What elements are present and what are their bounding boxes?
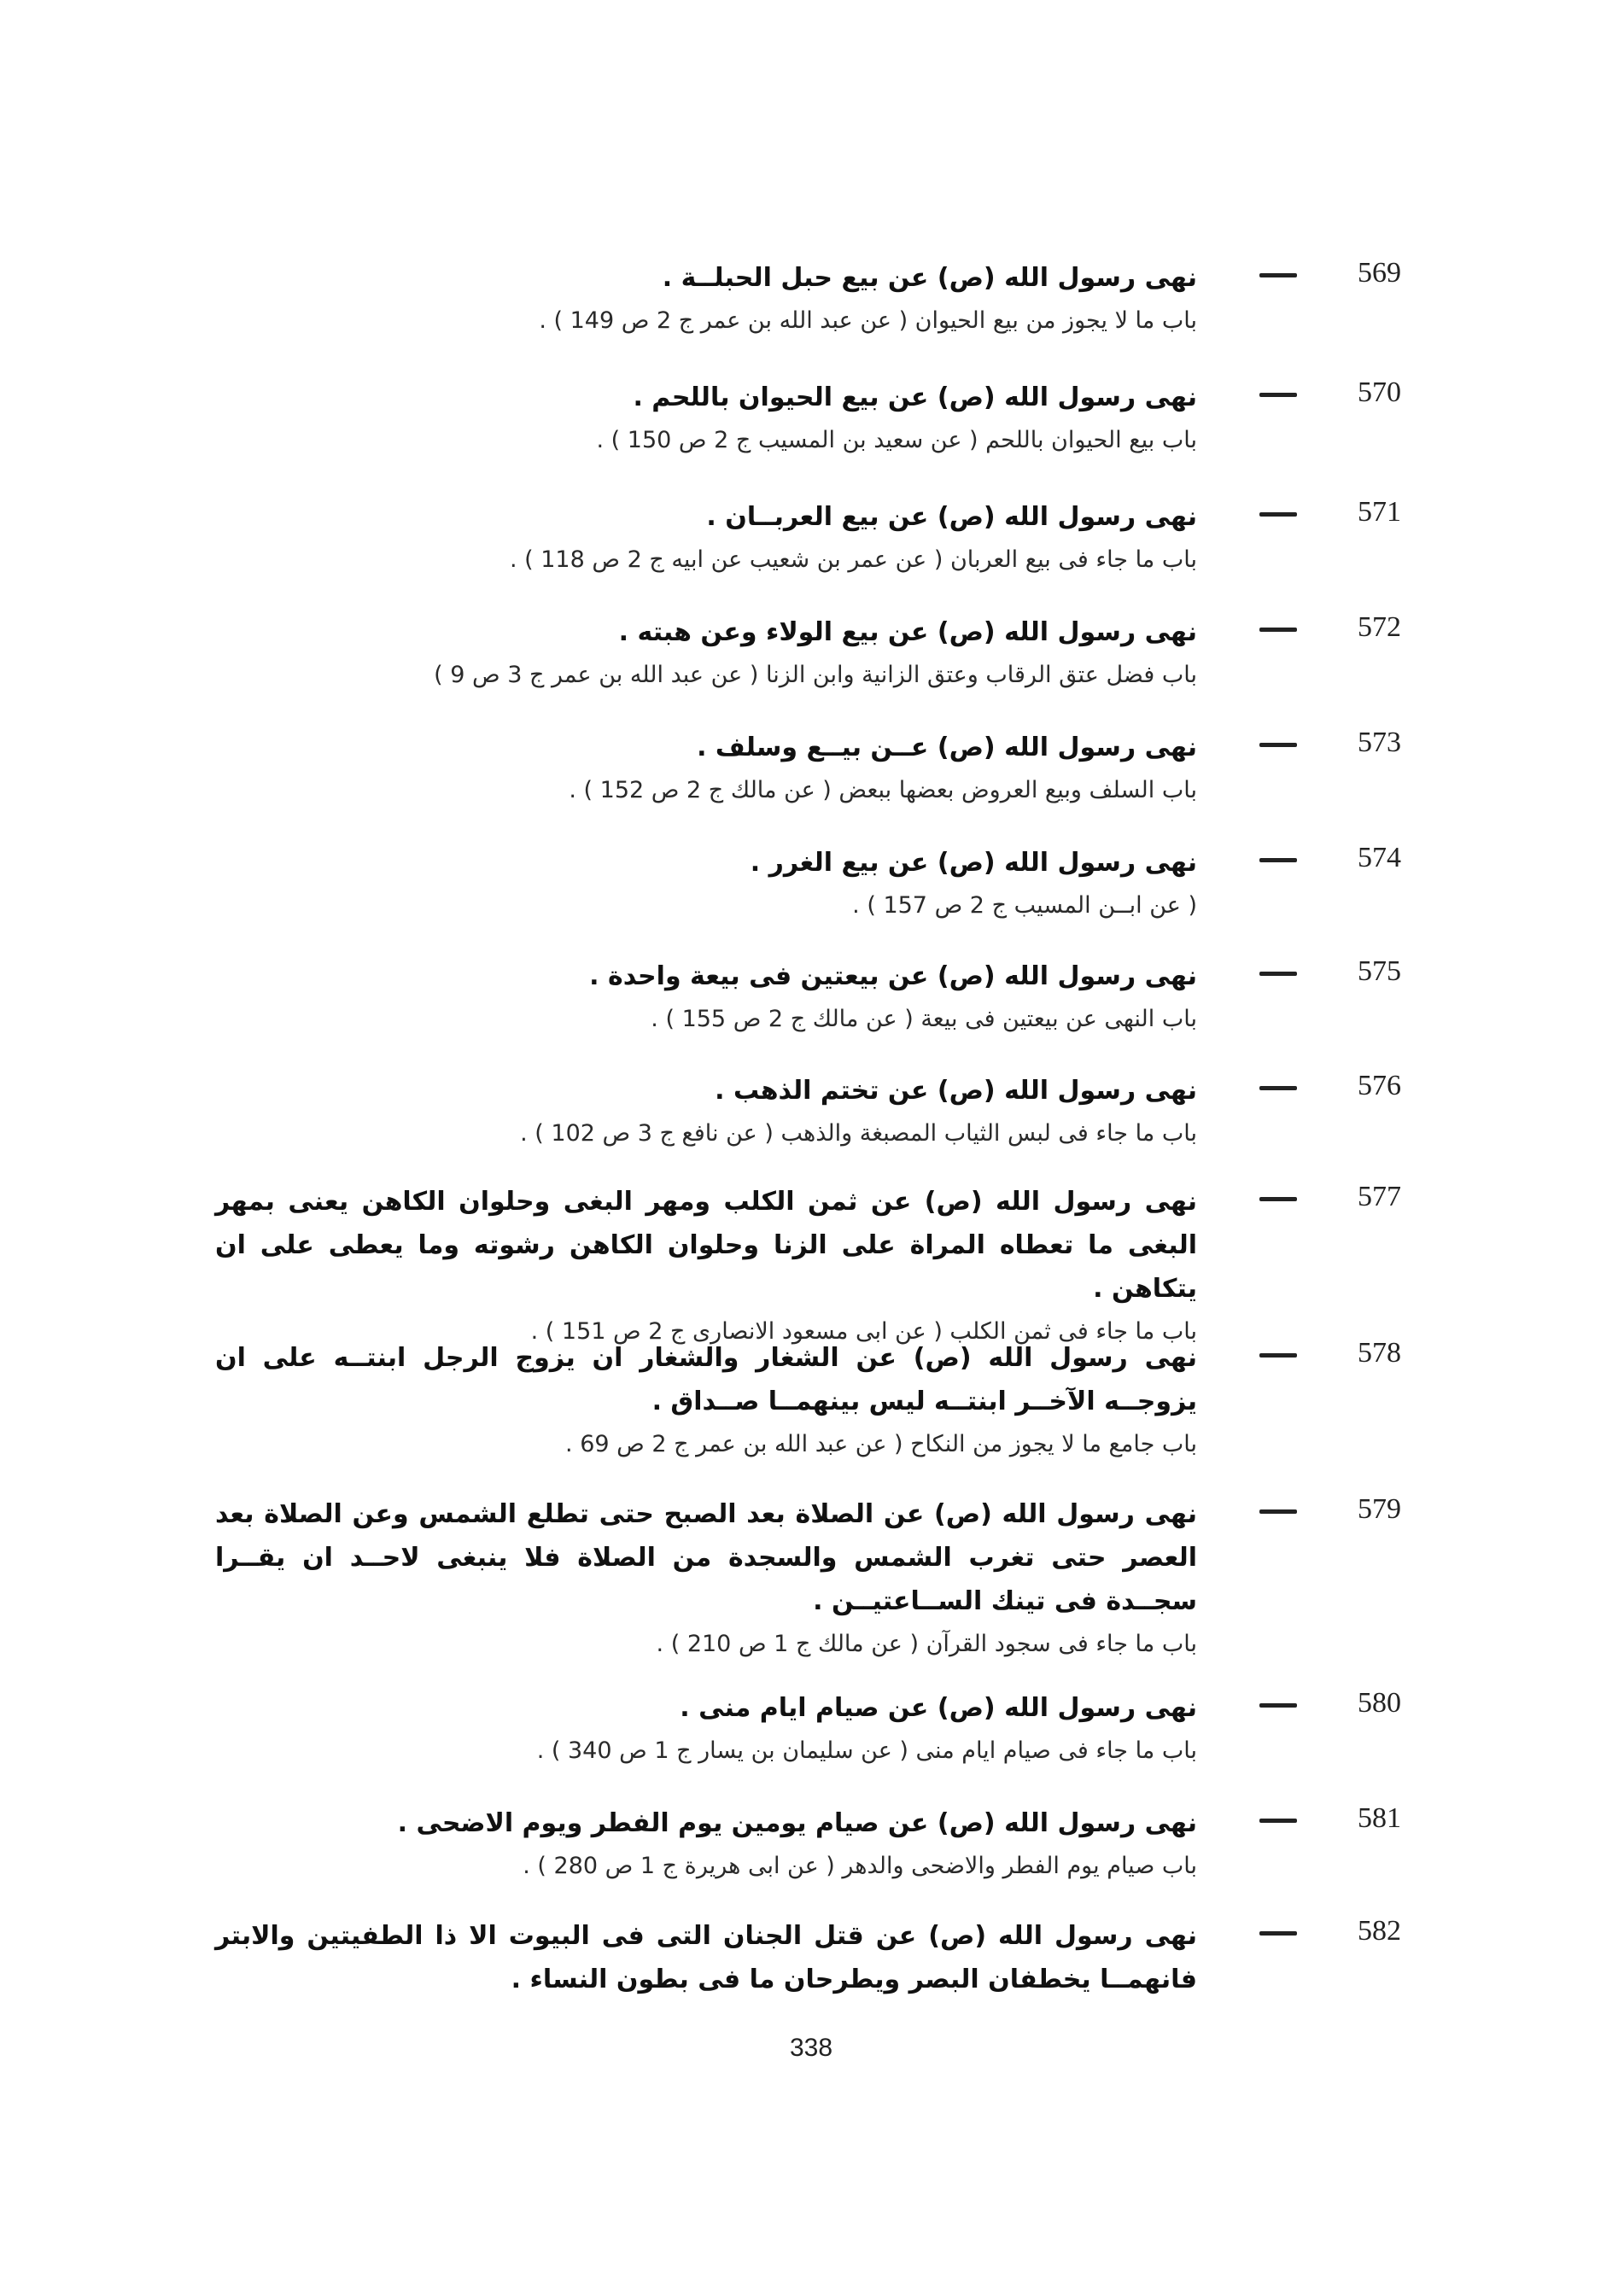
hadith-text: نهى رسول الله (ص) عن بيع الغرر . <box>750 848 1197 878</box>
dash-separator <box>1259 628 1297 632</box>
hadith-text: نهى رسول الله (ص) عن صيام يومين يوم الفطر ويوم الاضحى . <box>397 1808 1197 1838</box>
entry-number: 576 <box>1358 1070 1401 1101</box>
entry-body <box>215 1914 1197 2001</box>
page-number: 338 <box>789 2034 833 2062</box>
entry-body <box>215 955 1197 1041</box>
entry-body <box>215 256 1197 342</box>
dash-separator <box>1259 1819 1297 1823</box>
dash-separator <box>1259 1086 1297 1090</box>
hadith-text: نهى رسول الله (ص) عن ثمن الكلب ومهر البغى وحلوان الكاهن يعنى بمهر البغى ما تعطاه المراة على الزنا وحلوان الكاهن رشوته وما يعطى على ان يتكاهن . <box>215 1187 1197 1304</box>
entry-body <box>215 610 1197 697</box>
source-reference: باب ما جاء فى سجود القرآن ( عن مالك ج 1 ص 210 ) . <box>656 1631 1197 1657</box>
hadith-text: نهى رسول الله (ص) عن بيع الولاء وعن هبته . <box>618 617 1197 647</box>
entry-number: 571 <box>1358 496 1401 528</box>
entry-body <box>215 376 1197 462</box>
dash-separator <box>1259 273 1297 277</box>
entry-body <box>215 1686 1197 1772</box>
source-reference: باب ما جاء فى لبس الثياب المصبغة والذهب ( عن نافع ج 3 ص 102 ) . <box>520 1120 1197 1147</box>
dash-separator <box>1259 743 1297 747</box>
source-reference: باب ما جاء فى صيام ايام منى ( عن سليمان بن يسار ج 1 ص 340 ) . <box>536 1737 1197 1764</box>
hadith-text: نهى رسول الله (ص) عن بيع حبل الحبلــة . <box>662 263 1197 293</box>
dash-separator <box>1259 972 1297 976</box>
entry-body <box>215 841 1197 927</box>
hadith-text: نهى رسول الله (ص) عن قتل الجنان التى فى البيوت الا ذا الطفيتين والابتر فانهمــا يخطفان البصر ويطرحان ما فى بطون النساء . <box>215 1921 1197 1994</box>
source-reference: باب جامع ما لا يجوز من النكاح ( عن عبد الله بن عمر ج 2 ص 69 . <box>565 1431 1197 1457</box>
source-reference: باب ما جاء فى بيع العربان ( عن عمر بن شعيب عن ابيه ج 2 ص 118 ) . <box>509 546 1197 573</box>
source-reference: باب ما لا يجوز من بيع الحيوان ( عن عبد الله بن عمر ج 2 ص 149 ) . <box>539 307 1197 334</box>
source-reference: باب بيع الحيوان باللحم ( عن سعيد بن المسيب ج 2 ص 150 ) . <box>596 427 1197 453</box>
dash-separator <box>1259 393 1297 397</box>
entry-number: 580 <box>1358 1687 1401 1719</box>
entry-number: 578 <box>1358 1337 1401 1369</box>
entry-body <box>215 495 1197 581</box>
entry-body <box>215 1336 1197 1466</box>
entry-number: 575 <box>1358 955 1401 987</box>
source-reference: ( عن ابــن المسيب ج 2 ص 157 ) . <box>852 892 1197 919</box>
source-reference: باب النهى عن بيعتين فى بيعة ( عن مالك ج 2 ص 155 ) . <box>651 1006 1197 1032</box>
hadith-text: نهى رسول الله (ص) عن صيام ايام منى . <box>680 1693 1197 1723</box>
entry-number: 574 <box>1358 842 1401 873</box>
hadith-text: نهى رسول الله (ص) عن بيع الحيوان باللحم . <box>633 382 1197 412</box>
hadith-text: نهى رسول الله (ص) عن بيع العربــان . <box>706 502 1197 532</box>
entry-number: 579 <box>1358 1493 1401 1525</box>
dash-separator <box>1259 858 1297 862</box>
entry-body <box>215 1801 1197 1888</box>
hadith-text: نهى رسول الله (ص) عن بيعتين فى بيعة واحدة . <box>589 961 1197 991</box>
source-reference: باب ما جاء فى ثمن الكلب ( عن ابى مسعود الانصارى ج 2 ص 151 ) . <box>530 1318 1197 1345</box>
entry-number: 572 <box>1358 611 1401 643</box>
entry-number: 569 <box>1358 257 1401 289</box>
entry-number: 582 <box>1358 1915 1401 1947</box>
source-reference: باب صيام يوم الفطر والاضحى والدهر ( عن ابى هريرة ج 1 ص 280 ) . <box>523 1853 1197 1879</box>
hadith-text: نهى رسول الله (ص) عــن بيــع وسلف . <box>697 733 1197 762</box>
entry-body <box>215 1069 1197 1155</box>
dash-separator <box>1259 1703 1297 1708</box>
source-reference: باب السلف وبيع العروض بعضها ببعض ( عن مالك ج 2 ص 152 ) . <box>569 777 1197 803</box>
source-reference: باب فضل عتق الرقاب وعتق الزانية وابن الزنا ( عن عبد الله بن عمر ج 3 ص 9 ) <box>434 662 1197 688</box>
entry-number: 573 <box>1358 727 1401 758</box>
dash-separator <box>1259 1353 1297 1358</box>
hadith-text: نهى رسول الله (ص) عن الشغار والشغار ان يزوج الرجل ابنتــه على ان يزوجــه الآخــر ابنتــه ليس بينهمــا صــداق . <box>215 1343 1197 1416</box>
entry-number: 570 <box>1358 377 1401 408</box>
hadith-text: نهى رسول الله (ص) عن الصلاة بعد الصبح حتى تطلع الشمس وعن الصلاة بعد العصر حتى تغرب الشمس والسجدة من الصلاة فلا ينبغى لاحــد ان يقــرا سجــدة فى تينك الســاعتيــن . <box>215 1499 1197 1616</box>
entry-number: 581 <box>1358 1802 1401 1834</box>
dash-separator <box>1259 1197 1297 1201</box>
dash-separator <box>1259 1509 1297 1514</box>
hadith-text: نهى رسول الله (ص) عن تختم الذهب . <box>715 1076 1197 1106</box>
dash-separator <box>1259 512 1297 517</box>
entry-body <box>215 726 1197 812</box>
entry-body <box>215 1180 1197 1353</box>
dash-separator <box>1259 1931 1297 1936</box>
entry-body <box>215 1492 1197 1666</box>
entry-number: 577 <box>1358 1181 1401 1212</box>
